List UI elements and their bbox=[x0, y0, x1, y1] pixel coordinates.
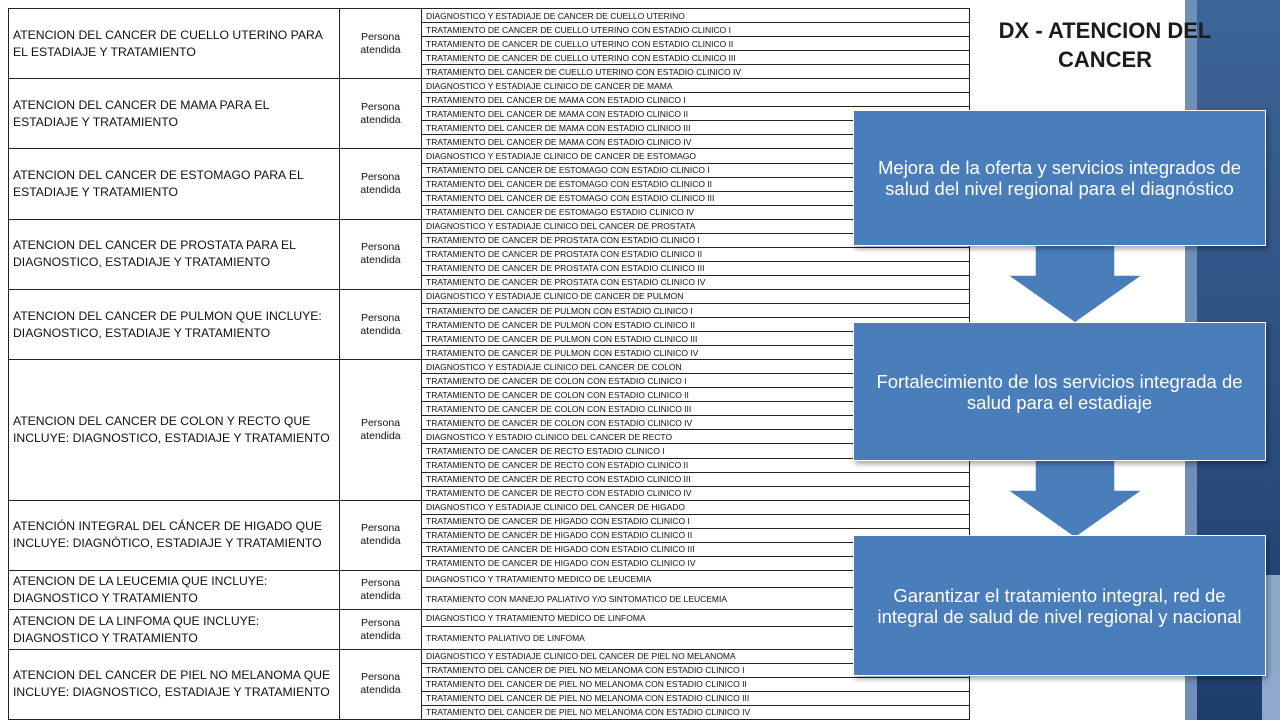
table-row bbox=[9, 360, 970, 374]
activity-cell: TRATAMIENTO CON MANEJO PALIATIVO Y/O SINTOMATICO DE LEUCEMIA bbox=[422, 588, 970, 610]
activity-cell: DIAGNOSTICO Y ESTADIO CLINICO DEL CANCER DE RECTO bbox=[422, 430, 970, 444]
activity-cell: TRATAMIENTO DE CANCER DE HIGADO CON ESTADIO CLINICO IV bbox=[422, 556, 970, 570]
activity-cell: DIAGNOSTICO Y ESTADIAJE CLINICO DEL CANCER DE COLON bbox=[422, 360, 970, 374]
table-row bbox=[9, 500, 970, 514]
group-name-cell: ATENCION DEL CANCER DE PULMON QUE INCLUYE: DIAGNOSTICO, ESTADIAJE Y TRATAMIENTO bbox=[9, 289, 340, 359]
activity-cell: TRATAMIENTO DE CANCER DE COLON CON ESTADIO CLINICO III bbox=[422, 402, 970, 416]
group-name-cell: ATENCION DEL CANCER DE PIEL NO MELANOMA QUE INCLUYE: DIAGNOSTICO, ESTADIAJE Y TRATAMIENTO bbox=[9, 649, 340, 719]
activity-cell: TRATAMIENTO DEL CANCER DE MAMA CON ESTADIO CLINICO I bbox=[422, 93, 970, 107]
activity-cell: TRATAMIENTO DE CANCER DE PULMON CON ESTADIO CLINICO I bbox=[422, 303, 970, 317]
activity-cell: TRATAMIENTO DE CANCER DE RECTO CON ESTADIO CLINICO II bbox=[422, 458, 970, 472]
unit-cell: Persona atendida bbox=[340, 79, 422, 149]
activity-cell: DIAGNOSTICO Y ESTADIAJE CLINICO DE CANCER DE MAMA bbox=[422, 79, 970, 93]
activity-cell: TRATAMIENTO DEL CANCER DE PIEL NO MELANOMA CON ESTADIO CLINICO I bbox=[422, 663, 970, 677]
activity-cell: TRATAMIENTO DEL CANCER DE PIEL NO MELANOMA CON ESTADIO CLINICO III bbox=[422, 691, 970, 705]
slide-title: DX - ATENCION DEL CANCER bbox=[998, 18, 1212, 72]
activity-cell: TRATAMIENTO DE CANCER DE COLON CON ESTADIO CLINICO I bbox=[422, 374, 970, 388]
table-row bbox=[9, 570, 970, 587]
activity-cell: DIAGNOSTICO Y ESTADIAJE DE CANCER DE CUELLO UTERINO bbox=[422, 9, 970, 23]
activity-cell: DIAGNOSTICO Y ESTADIAJE CLINICO DEL CANCER DE PROSTATA bbox=[422, 219, 970, 233]
unit-cell: Persona atendida bbox=[340, 570, 422, 609]
group-name-cell: ATENCION DE LA LINFOMA QUE INCLUYE: DIAGNOSTICO Y TRATAMIENTO bbox=[9, 610, 340, 649]
group-name-cell: ATENCION DEL CANCER DE MAMA PARA EL ESTADIAJE Y TRATAMIENTO bbox=[9, 79, 340, 149]
step-tratamiento: Garantizar el tratamiento integral, red de integral de salud de nivel regional y nacional bbox=[853, 535, 1266, 676]
table-row bbox=[9, 610, 970, 627]
activity-cell: TRATAMIENTO DE CANCER DE CUELLO UTERINO CON ESTADIO CLINICO II bbox=[422, 37, 970, 51]
group-name-cell: ATENCION DEL CANCER DE PROSTATA PARA EL DIAGNOSTICO, ESTADIAJE Y TRATAMIENTO bbox=[9, 219, 340, 289]
unit-cell: Persona atendida bbox=[340, 610, 422, 649]
group-name-cell: ATENCION DEL CANCER DE ESTOMAGO PARA EL ESTADIAJE Y TRATAMIENTO bbox=[9, 149, 340, 219]
activity-cell: TRATAMIENTO DE CANCER DE PULMON CON ESTADIO CLINICO IV bbox=[422, 346, 970, 360]
activity-cell: TRATAMIENTO DEL CANCER DE MAMA CON ESTADIO CLINICO IV bbox=[422, 135, 970, 149]
step-estadiaje: Fortalecimiento de los servicios integrada de salud para el estadiaje bbox=[853, 322, 1266, 461]
activity-cell: DIAGNOSTICO Y ESTADIAJE CLINICO DE CANCER DE PULMON bbox=[422, 289, 970, 303]
activity-cell: TRATAMIENTO DEL CANCER DE PIEL NO MELANOMA CON ESTADIO CLINICO IV bbox=[422, 705, 970, 719]
group-name-cell: ATENCIÓN INTEGRAL DEL CÁNCER DE HIGADO QUE INCLUYE: DIAGNÓTICO, ESTADIAJE Y TRATAMIENTO bbox=[9, 500, 340, 570]
activity-cell: TRATAMIENTO DE CANCER DE PROSTATA CON ESTADIO CLINICO IV bbox=[422, 275, 970, 289]
activity-cell: DIAGNOSTICO Y TRATAMIENTO MEDICO DE LEUCEMIA bbox=[422, 570, 970, 587]
group-name-cell: ATENCION DEL CANCER DE CUELLO UTERINO PARA EL ESTADIAJE Y TRATAMIENTO bbox=[9, 9, 340, 79]
unit-cell: Persona atendida bbox=[340, 500, 422, 570]
activity-cell: TRATAMIENTO DE CANCER DE CUELLO UTERINO CON ESTADIO CLINICO I bbox=[422, 23, 970, 37]
activity-cell: TRATAMIENTO DE CANCER DE HIGADO CON ESTADIO CLINICO I bbox=[422, 514, 970, 528]
table-row bbox=[9, 649, 970, 663]
activity-cell: TRATAMIENTO DE CANCER DE RECTO ESTADIO CLINICO I bbox=[422, 444, 970, 458]
activity-cell: TRATAMIENTO DEL CANCER DE ESTOMAGO CON ESTADIO CLINICO III bbox=[422, 191, 970, 205]
activity-cell: TRATAMIENTO DE CANCER DE COLON CON ESTADIO CLINICO II bbox=[422, 388, 970, 402]
activity-cell: TRATAMIENTO DE CANCER DE RECTO CON ESTADIO CLINICO III bbox=[422, 472, 970, 486]
activity-cell: TRATAMIENTO DE CANCER DE PROSTATA CON ESTADIO CLINICO III bbox=[422, 261, 970, 275]
table-row bbox=[9, 149, 970, 163]
group-name-cell: ATENCION DEL CANCER DE COLON Y RECTO QUE INCLUYE: DIAGNOSTICO, ESTADIAJE Y TRATAMIENTO bbox=[9, 360, 340, 500]
table-row bbox=[9, 289, 970, 303]
down-arrow-2 bbox=[1005, 460, 1145, 540]
activity-cell: TRATAMIENTO DEL CANCER DE ESTOMAGO CON ESTADIO CLINICO I bbox=[422, 163, 970, 177]
table-row bbox=[9, 79, 970, 93]
activity-cell: TRATAMIENTO DE CANCER DE CUELLO UTERINO CON ESTADIO CLINICO III bbox=[422, 51, 970, 65]
unit-cell: Persona atendida bbox=[340, 219, 422, 289]
unit-cell: Persona atendida bbox=[340, 149, 422, 219]
activity-cell: TRATAMIENTO PALIATIVO DE LINFOMA bbox=[422, 627, 970, 649]
activity-cell: TRATAMIENTO DEL CANCER DE ESTOMAGO ESTADIO CLINICO IV bbox=[422, 205, 970, 219]
group-name-cell: ATENCION DE LA LEUCEMIA QUE INCLUYE: DIAGNOSTICO Y TRATAMIENTO bbox=[9, 570, 340, 609]
activity-cell: DIAGNOSTICO Y ESTADIAJE CLINICO DE CANCER DE ESTOMAGO bbox=[422, 149, 970, 163]
activity-cell: TRATAMIENTO DE CANCER DE PULMON CON ESTADIO CLINICO II bbox=[422, 318, 970, 332]
activity-cell: TRATAMIENTO DEL CANCER DE PIEL NO MELANOMA CON ESTADIO CLINICO II bbox=[422, 677, 970, 691]
activity-cell: TRATAMIENTO DE CANCER DE HIGADO CON ESTADIO CLINICO II bbox=[422, 528, 970, 542]
unit-cell: Persona atendida bbox=[340, 289, 422, 359]
activity-cell: TRATAMIENTO DEL CANCER DE CUELLO UTERINO CON ESTADIO CLINICO IV bbox=[422, 65, 970, 79]
unit-cell: Persona atendida bbox=[340, 9, 422, 79]
activity-cell: TRATAMIENTO DE CANCER DE COLON CON ESTADIO CLINICO IV bbox=[422, 416, 970, 430]
activity-cell: TRATAMIENTO DE CANCER DE PROSTATA CON ESTADIO CLINICO II bbox=[422, 247, 970, 261]
activity-cell: TRATAMIENTO DE CANCER DE PROSTATA CON ESTADIO CLINICO I bbox=[422, 233, 970, 247]
activity-cell: DIAGNOSTICO Y ESTADIAJE CLINICO DEL CANCER DE PIEL NO MELANOMA bbox=[422, 649, 970, 663]
activity-cell: DIAGNOSTICO Y TRATAMIENTO MEDICO DE LINFOMA bbox=[422, 610, 970, 627]
unit-cell: Persona atendida bbox=[340, 360, 422, 500]
cancer-activities-table bbox=[8, 8, 970, 720]
table-row bbox=[9, 9, 970, 23]
activity-cell: TRATAMIENTO DE CANCER DE HIGADO CON ESTADIO CLINICO III bbox=[422, 542, 970, 556]
table-row bbox=[9, 219, 970, 233]
activity-cell: TRATAMIENTO DEL CANCER DE ESTOMAGO CON ESTADIO CLINICO II bbox=[422, 177, 970, 191]
activity-cell: TRATAMIENTO DE CANCER DE PULMON CON ESTADIO CLINICO III bbox=[422, 332, 970, 346]
activity-cell: TRATAMIENTO DEL CANCER DE MAMA CON ESTADIO CLINICO III bbox=[422, 121, 970, 135]
activity-cell: TRATAMIENTO DEL CANCER DE MAMA CON ESTADIO CLINICO II bbox=[422, 107, 970, 121]
activity-cell: DIAGNOSTICO Y ESTADIAJE CLINICO DEL CANCER DE HIGADO bbox=[422, 500, 970, 514]
activity-cell: TRATAMIENTO DE CANCER DE RECTO CON ESTADIO CLINICO IV bbox=[422, 486, 970, 500]
down-arrow-1 bbox=[1005, 245, 1145, 325]
step-diagnostico: Mejora de la oferta y servicios integrados de salud del nivel regional para el diagnóstico bbox=[853, 110, 1266, 246]
unit-cell: Persona atendida bbox=[340, 649, 422, 719]
